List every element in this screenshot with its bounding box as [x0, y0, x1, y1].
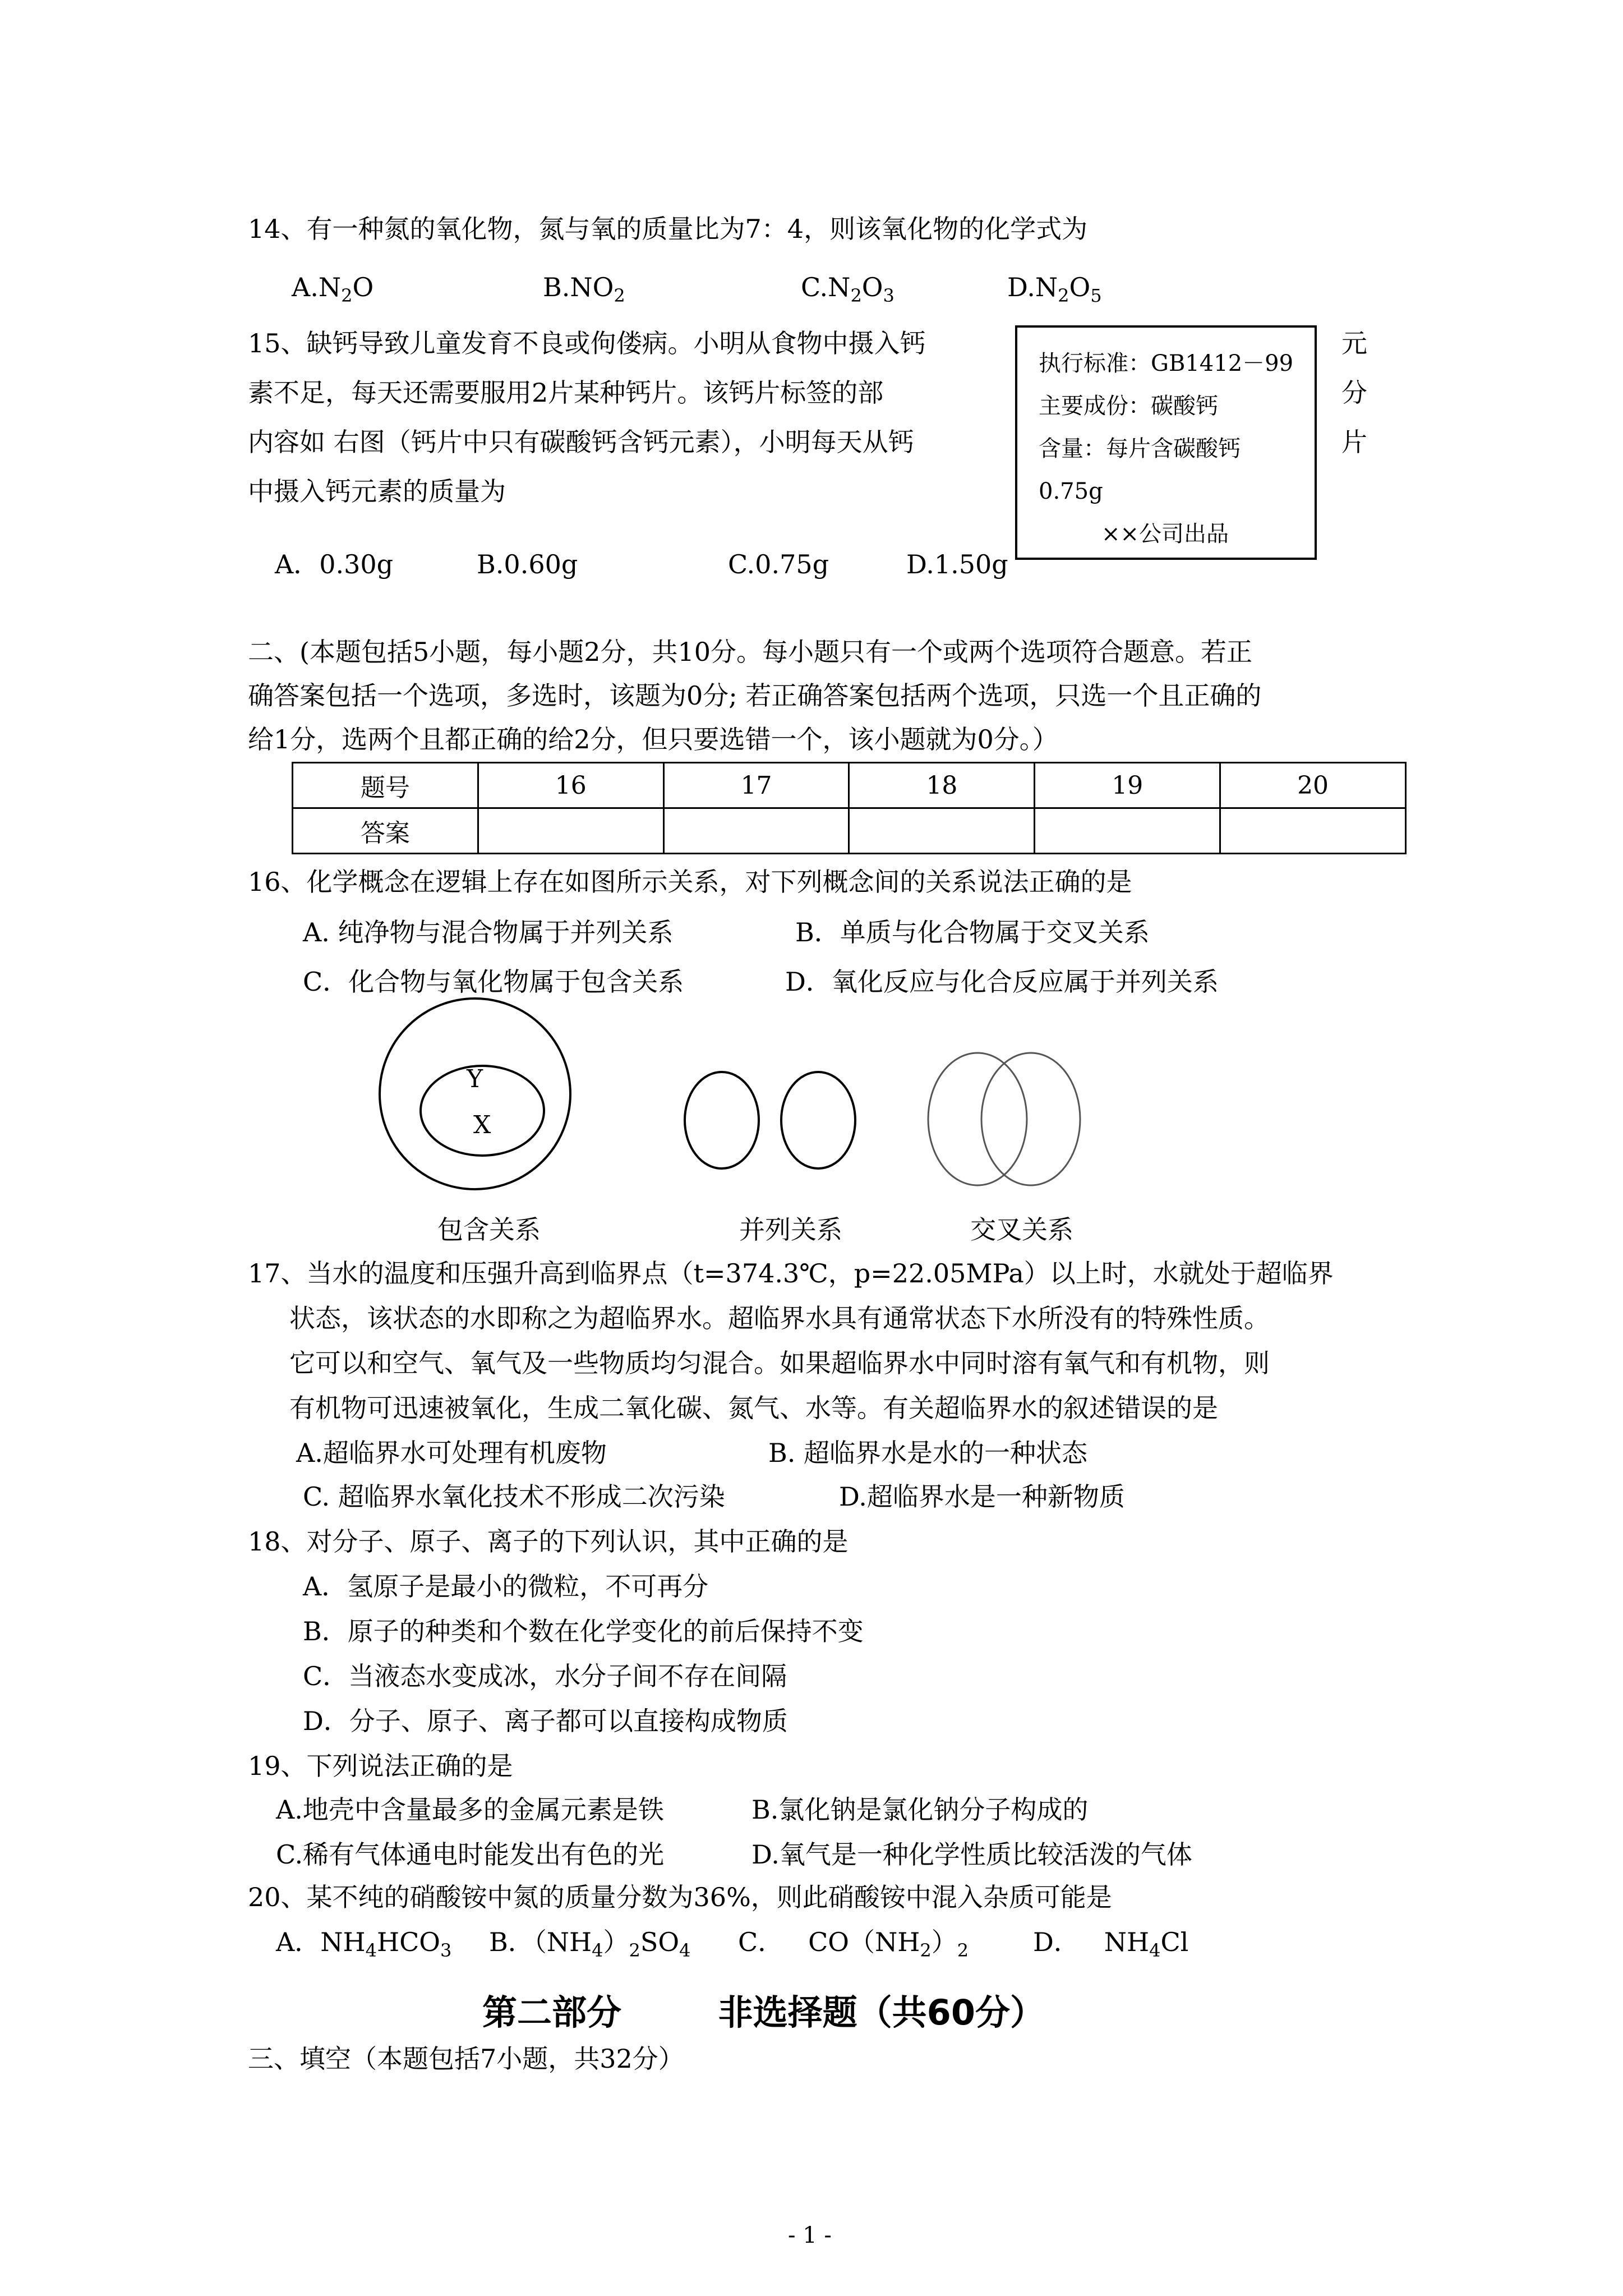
intersect-right-ellipse [981, 1053, 1080, 1185]
q15-option-a: A．0.30g [275, 549, 394, 579]
caption-containment: 包含关系 [437, 1214, 541, 1245]
containment-diagram [380, 999, 570, 1189]
page-number: - 1 - [788, 2223, 832, 2248]
q18-option-c: C．当液态水变成冰，水分子间不存在间隔 [303, 1661, 787, 1691]
table-row-head: 题号 [293, 763, 478, 808]
q20-stem: 20、某不纯的硝酸铵中氮的质量分数为36%，则此硝酸铵中混入杂质可能是 [248, 1882, 1112, 1912]
q15-line-2: 素不足，每天还需要服用2片某种钙片。该钙片标签的部 [248, 378, 884, 408]
label-manufacturer: ××公司出品 [1101, 521, 1229, 547]
answer-number: 17 [663, 763, 849, 808]
q16-stem: 16、化学概念在逻辑上存在如图所示关系，对下列概念间的关系说法正确的是 [248, 867, 1132, 897]
q18-option-a: A．氢原子是最小的微粒，不可再分 [303, 1571, 709, 1602]
parallel-left-ellipse [685, 1072, 759, 1168]
q17-line-4: 有机物可迅速被氧化，生成二氧化碳、氮气、水等。有关超临界水的叙述错误的是 [289, 1393, 1218, 1423]
outer-circle-y [380, 999, 570, 1189]
q19-stem: 19、下列说法正确的是 [248, 1751, 513, 1781]
label-content: 含量：每片含碳酸钙 [1039, 436, 1241, 462]
q17-option-c: C. 超临界水氧化技术不形成二次污染 [303, 1481, 725, 1512]
section3-heading: 三、填空（本题包括7小题，共32分） [248, 2044, 684, 2074]
q17-option-d: D.超临界水是一种新物质 [839, 1481, 1125, 1512]
q17-line-1: 17、当水的温度和压强升高到临界点（t=374.3℃，p=22.05MPa）以上时，水就处于超临界 [248, 1258, 1334, 1289]
q19-option-c: C.稀有气体通电时能发出有色的光 [276, 1839, 665, 1870]
q19-option-b: B.氯化钠是氯化钠分子构成的 [751, 1795, 1089, 1825]
q14-option-c: $C.N_2O_3$ [801, 272, 895, 306]
q15-side-char-1: 元 [1341, 328, 1367, 358]
q14-option-b: $B.NO_2$ [543, 272, 625, 306]
section2-line-1: 二、(本题包括5小题，每小题2分，共10分。每小题只有一个或两个选项符合题意。若正 [248, 637, 1253, 667]
parallel-right-ellipse [781, 1072, 855, 1168]
section2-line-3: 给1分，选两个且都正确的给2分，但只要选错一个，该小题就为0分。） [248, 724, 1058, 754]
q17-option-b: B. 超临界水是水的一种状态 [768, 1438, 1088, 1468]
q18-stem: 18、对分子、原子、离子的下列认识，其中正确的是 [248, 1526, 849, 1557]
q15-option-b: B.0.60g [477, 549, 578, 579]
part2-heading: 第二部分 非选择题（共60分） [482, 1992, 1045, 2033]
q14-option-a: $A.N_2O$ [292, 272, 374, 306]
answer-number: 18 [849, 763, 1035, 808]
q19-option-a: A.地壳中含量最多的金属元素是铁 [276, 1795, 664, 1825]
q15-side-char-3: 片 [1341, 427, 1367, 457]
answer-number: 20 [1220, 763, 1406, 808]
q20-option-c: C． $CO(NH_2)_2$ [738, 1927, 969, 1961]
table-row-answer: 答案 [293, 808, 478, 854]
q15-option-c: C.0.75g [728, 549, 829, 579]
caption-parallel: 并列关系 [739, 1214, 842, 1245]
q16-option-a: A. 纯净物与混合物属于并列关系 [303, 917, 674, 947]
q16-option-c: C．化合物与氧化物属于包含关系 [303, 967, 684, 997]
q17-line-2: 状态，该状态的水即称之为超临界水。超临界水具有通常状态下水所没有的特殊性质。 [289, 1303, 1270, 1333]
q15-line-3: 内容如 右图（钙片中只有碳酸钙含钙元素），小明每天从钙 [248, 427, 914, 457]
q20-option-d: D． $NH_4Cl$ [1033, 1927, 1189, 1961]
q15-option-d: D.1.50g [906, 549, 1008, 579]
intersect-left-ellipse [928, 1053, 1027, 1185]
parallel-diagram [685, 1072, 855, 1168]
section2-line-2: 确答案包括一个选项，多选时，该题为0分; 若正确答案包括两个选项，只选一个且正确的 [248, 680, 1262, 711]
label-ingredient: 主要成份：碳酸钙 [1039, 393, 1218, 419]
q15-side-char-2: 分 [1341, 378, 1367, 408]
q20-option-a: A．$NH_4HCO_3$ [276, 1927, 452, 1961]
q18-option-b: B．原子的种类和个数在化学变化的前后保持不变 [303, 1616, 864, 1646]
outer-letter: Y [467, 1065, 483, 1093]
q16-option-b: B．单质与化合物属于交叉关系 [795, 917, 1150, 947]
q20-option-b: B．$(NH_4)_2SO_4$ [489, 1927, 691, 1961]
q14-stem: 14、有一种氮的氧化物，氮与氧的质量比为7：4，则该氧化物的化学式为 [248, 214, 1088, 244]
intersection-diagram [928, 1053, 1080, 1185]
q19-option-d: D.氧气是一种化学性质比较活泼的气体 [751, 1839, 1192, 1870]
q15-line-1: 15、缺钙导致儿童发育不良或佝偻病。小明从食物中摄入钙 [248, 328, 926, 358]
q17-line-3: 它可以和空气、氧气及一些物质均匀混合。如果超临界水中同时溶有氧气和有机物，则 [289, 1348, 1270, 1378]
inner-letter: X [473, 1111, 491, 1139]
q17-option-a: A.超临界水可处理有机废物 [296, 1438, 607, 1468]
caption-intersection: 交叉关系 [970, 1214, 1073, 1245]
q16-option-d: D．氧化反应与化合反应属于并列关系 [785, 967, 1219, 997]
answer-number: 19 [1035, 763, 1220, 808]
q14-option-d: $D.N_2O_5$ [1007, 272, 1102, 306]
label-dose: 0.75g [1039, 478, 1103, 504]
answer-number: 16 [478, 763, 663, 808]
label-standard: 执行标准：GB1412－99 [1039, 351, 1294, 376]
q15-line-4: 中摄入钙元素的质量为 [248, 476, 506, 507]
q18-option-d: D．分子、原子、离子都可以直接构成物质 [303, 1706, 788, 1736]
